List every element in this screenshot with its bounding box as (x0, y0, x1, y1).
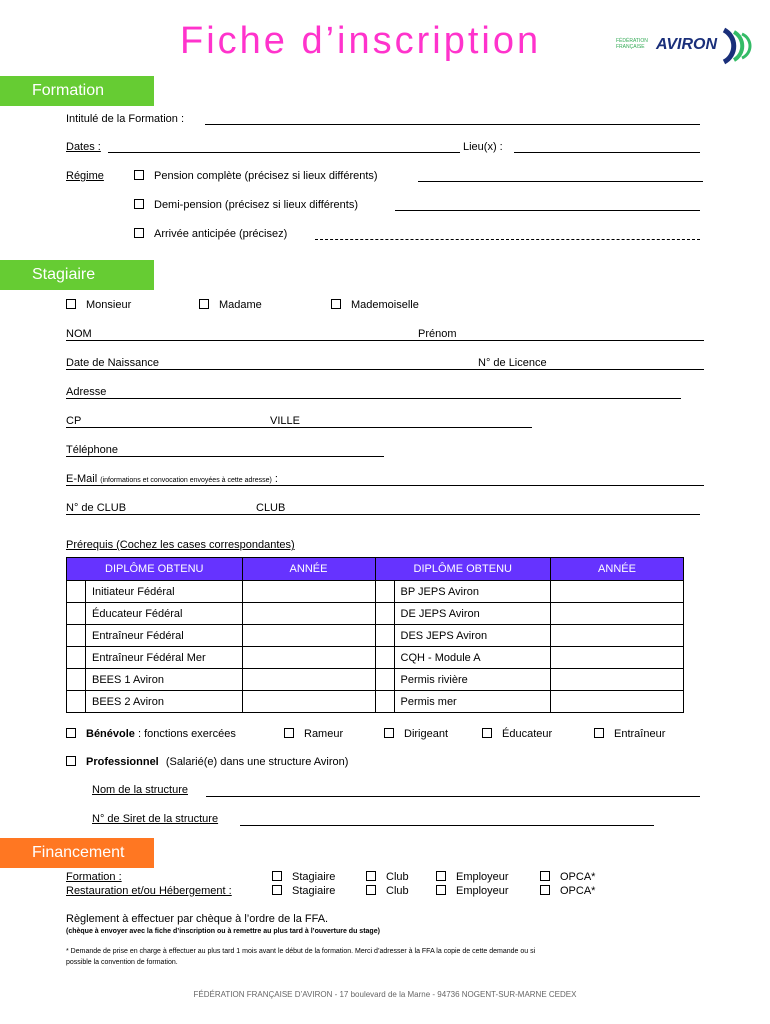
intitule-label: Intitulé de la Formation : (66, 113, 185, 125)
logo-line1: FÉDÉRATION (616, 38, 648, 44)
diploma-cell: CQH - Module A (394, 647, 551, 669)
year-cell[interactable] (242, 691, 375, 713)
checkbox-cell[interactable] (375, 647, 394, 669)
option-label: Mademoiselle (351, 299, 419, 311)
telephone-label: Téléphone (66, 444, 118, 456)
formation-club[interactable] (366, 871, 409, 883)
email-label-text: E-Mail (66, 473, 98, 485)
prenom-label: Prénom (418, 328, 457, 340)
structure-label: Nom de la structure (92, 784, 188, 796)
checkbox-cell[interactable] (375, 581, 394, 603)
checkbox-cell[interactable] (67, 625, 86, 647)
demi-pension-field[interactable] (395, 210, 700, 211)
checkbox-cell[interactable] (67, 669, 86, 691)
option-label: Stagiaire (292, 885, 336, 897)
checkbox-cell[interactable] (375, 603, 394, 625)
nom-field[interactable] (66, 340, 704, 341)
formation-stagiaire[interactable] (272, 871, 335, 883)
opca-note-line1: * Demande de prise en charge à effectuer au plus tard 1 mois avant le début de la formation. Merci d’adresser à la FFA la copie de cette demande ou si (66, 948, 536, 955)
diploma-cell: DE JEPS Aviron (394, 603, 551, 625)
year-cell[interactable] (551, 647, 684, 669)
checkbox-cell[interactable] (67, 603, 86, 625)
regime-demi-pension[interactable] (134, 199, 358, 211)
table-header-row (67, 558, 684, 581)
cp-label: CP (66, 415, 82, 427)
checkbox-cell[interactable] (375, 625, 394, 647)
section-stagiaire-label: Stagiaire (32, 266, 96, 283)
option-label: Club (386, 871, 409, 883)
logo-line2: FRANÇAISE (616, 44, 645, 50)
year-cell[interactable] (242, 669, 375, 691)
checkbox[interactable] (540, 871, 550, 881)
option-label: Employeur (456, 885, 509, 897)
year-cell[interactable] (551, 603, 684, 625)
logo-brand: AVIRON (656, 36, 718, 53)
checkbox[interactable] (482, 728, 492, 738)
email-note: (informations et convocation envoyées à cette adresse) (100, 477, 272, 484)
section-formation (0, 76, 154, 106)
diploma-cell: Permis mer (394, 691, 551, 713)
table-row (67, 625, 684, 647)
checkbox[interactable] (331, 299, 341, 309)
diploma-cell: Initiateur Fédéral (86, 581, 243, 603)
email-field[interactable] (66, 485, 704, 486)
prerequis-label: Prérequis (Cochez les cases correspondantes) (66, 539, 295, 551)
financement-formation-label: Formation : (66, 871, 122, 883)
restauration-stagiaire[interactable] (272, 885, 335, 897)
arrivee-anticipee-field[interactable] (315, 239, 700, 240)
checkbox[interactable] (66, 728, 76, 738)
header-diplome-2: DIPLÔME OBTENU (375, 558, 551, 581)
option-label: Employeur (456, 871, 509, 883)
checkbox-cell[interactable] (375, 669, 394, 691)
option-label: Madame (219, 299, 262, 311)
club-number-label: N° de CLUB (66, 502, 127, 514)
year-cell[interactable] (242, 603, 375, 625)
club-field[interactable] (66, 514, 700, 515)
checkbox[interactable] (594, 728, 604, 738)
checkbox[interactable] (134, 199, 144, 209)
financement-restauration-label: Restauration et/ou Hébergement : (66, 885, 232, 897)
table-row (67, 647, 684, 669)
option-label: Arrivée anticipée (précisez) (154, 228, 288, 240)
adresse-label: Adresse (66, 386, 107, 398)
header-diplome-1: DIPLÔME OBTENU (67, 558, 243, 581)
diploma-cell: Entraîneur Fédéral Mer (86, 647, 243, 669)
checkbox-cell[interactable] (67, 581, 86, 603)
checkbox[interactable] (199, 299, 209, 309)
prerequis-table (66, 557, 684, 713)
professionnel-option[interactable] (66, 756, 348, 768)
benevole-label: Bénévole (86, 728, 135, 740)
option-label: Club (386, 885, 409, 897)
section-stagiaire (0, 260, 154, 290)
year-cell[interactable] (242, 625, 375, 647)
checkbox[interactable] (284, 728, 294, 738)
option-label: OPCA* (560, 885, 596, 897)
club-label: CLUB (256, 502, 286, 514)
email-colon: : (274, 473, 278, 485)
benevole-option[interactable] (66, 728, 236, 740)
year-cell[interactable] (551, 669, 684, 691)
checkbox-cell[interactable] (67, 647, 86, 669)
option-label: OPCA* (560, 871, 596, 883)
benevole-educateur[interactable] (482, 728, 552, 740)
regime-label: Régime (66, 170, 104, 182)
diploma-cell: BP JEPS Aviron (394, 581, 551, 603)
option-label: Demi-pension (précisez si lieux différents) (154, 199, 358, 211)
option-label: Dirigeant (404, 728, 449, 740)
benevole-dirigeant[interactable] (384, 728, 448, 740)
cp-field[interactable] (66, 427, 532, 428)
diploma-cell: DES JEPS Aviron (394, 625, 551, 647)
checkbox[interactable] (272, 885, 282, 895)
year-cell[interactable] (551, 625, 684, 647)
checkbox-cell[interactable] (375, 691, 394, 713)
professionnel-text: (Salarié(e) dans une structure Aviron) (165, 756, 349, 768)
adresse-field[interactable] (66, 398, 681, 399)
option-label: Monsieur (86, 299, 132, 311)
regime-arrivee-anticipee[interactable] (134, 228, 287, 240)
checkbox[interactable] (366, 871, 376, 881)
year-cell[interactable] (551, 581, 684, 603)
option-label: Entraîneur (614, 728, 666, 740)
civilite-madame[interactable] (199, 299, 262, 311)
diploma-cell: Éducateur Fédéral (86, 603, 243, 625)
checkbox[interactable] (134, 170, 144, 180)
civilite-mademoiselle[interactable] (331, 299, 419, 311)
licence-label: N° de Licence (478, 357, 547, 369)
reglement-note: (chèque à envoyer avec la fiche d’inscription ou à remettre au plus tard à l’ouverture du stage) (66, 928, 380, 935)
formation-opca[interactable] (540, 871, 595, 883)
professionnel-label: Professionnel (86, 756, 159, 768)
table-row (67, 581, 684, 603)
header-annee-2: ANNÉE (551, 558, 684, 581)
option-label: Pension complète (précisez si lieux différents) (154, 170, 378, 182)
regime-pension-complete[interactable] (134, 170, 378, 182)
year-cell[interactable] (242, 581, 375, 603)
dates-label: Dates : (66, 141, 101, 153)
pension-complete-field[interactable] (418, 181, 703, 182)
header-annee-1: ANNÉE (242, 558, 375, 581)
benevole-text: : fonctions exercées (137, 728, 236, 740)
lieu-label: Lieu(x) : (463, 141, 503, 153)
checkbox[interactable] (366, 885, 376, 895)
table-row (67, 669, 684, 691)
option-label: Stagiaire (292, 871, 336, 883)
civilite-monsieur[interactable] (66, 299, 131, 311)
naissance-label: Date de Naissance (66, 357, 159, 369)
formation-employeur[interactable] (436, 871, 509, 883)
checkbox[interactable] (134, 228, 144, 238)
naissance-field[interactable] (66, 369, 704, 370)
checkbox[interactable] (66, 756, 76, 766)
lieu-field[interactable] (514, 152, 700, 153)
diploma-cell: Permis rivière (394, 669, 551, 691)
dates-field[interactable] (108, 152, 460, 153)
email-label (66, 473, 278, 485)
checkbox[interactable] (436, 871, 446, 881)
ffa-logo (612, 24, 752, 68)
benevole-entraineur[interactable] (594, 728, 665, 740)
restauration-employeur[interactable] (436, 885, 509, 897)
checkbox[interactable] (272, 871, 282, 881)
restauration-club[interactable] (366, 885, 409, 897)
siret-label: N° de Siret de la structure (92, 813, 219, 825)
benevole-rameur[interactable] (284, 728, 343, 740)
page-title: Fiche d’inscription (180, 20, 542, 62)
year-cell[interactable] (242, 647, 375, 669)
section-formation-label: Formation (32, 82, 105, 99)
option-label: Rameur (304, 728, 344, 740)
diploma-cell: BEES 1 Aviron (86, 669, 243, 691)
opca-note-line2: possible la convention de formation. (66, 959, 178, 966)
siret-field[interactable] (240, 825, 654, 826)
section-financement-label: Financement (32, 844, 125, 861)
footer-address: FÉDÉRATION FRANÇAISE D’AVIRON - 17 boulevard de la Marne - 94736 NOGENT-SUR-MARNE CEDEX (193, 990, 577, 999)
reglement-text: Règlement à effectuer par chèque à l’ordre de la FFA. (66, 913, 329, 925)
restauration-opca[interactable] (540, 885, 595, 897)
table-row (67, 603, 684, 625)
checkbox-cell[interactable] (67, 691, 86, 713)
diploma-cell: Entraîneur Fédéral (86, 625, 243, 647)
section-financement (0, 838, 154, 868)
ville-label: VILLE (270, 415, 300, 427)
checkbox[interactable] (436, 885, 446, 895)
table-row (67, 691, 684, 713)
telephone-field[interactable] (66, 456, 384, 457)
checkbox[interactable] (66, 299, 76, 309)
checkbox[interactable] (540, 885, 550, 895)
intitule-field[interactable] (205, 124, 700, 125)
structure-field[interactable] (206, 796, 700, 797)
year-cell[interactable] (551, 691, 684, 713)
checkbox[interactable] (384, 728, 394, 738)
diploma-cell: BEES 2 Aviron (86, 691, 243, 713)
option-label: Éducateur (502, 728, 553, 740)
nom-label: NOM (66, 328, 92, 340)
